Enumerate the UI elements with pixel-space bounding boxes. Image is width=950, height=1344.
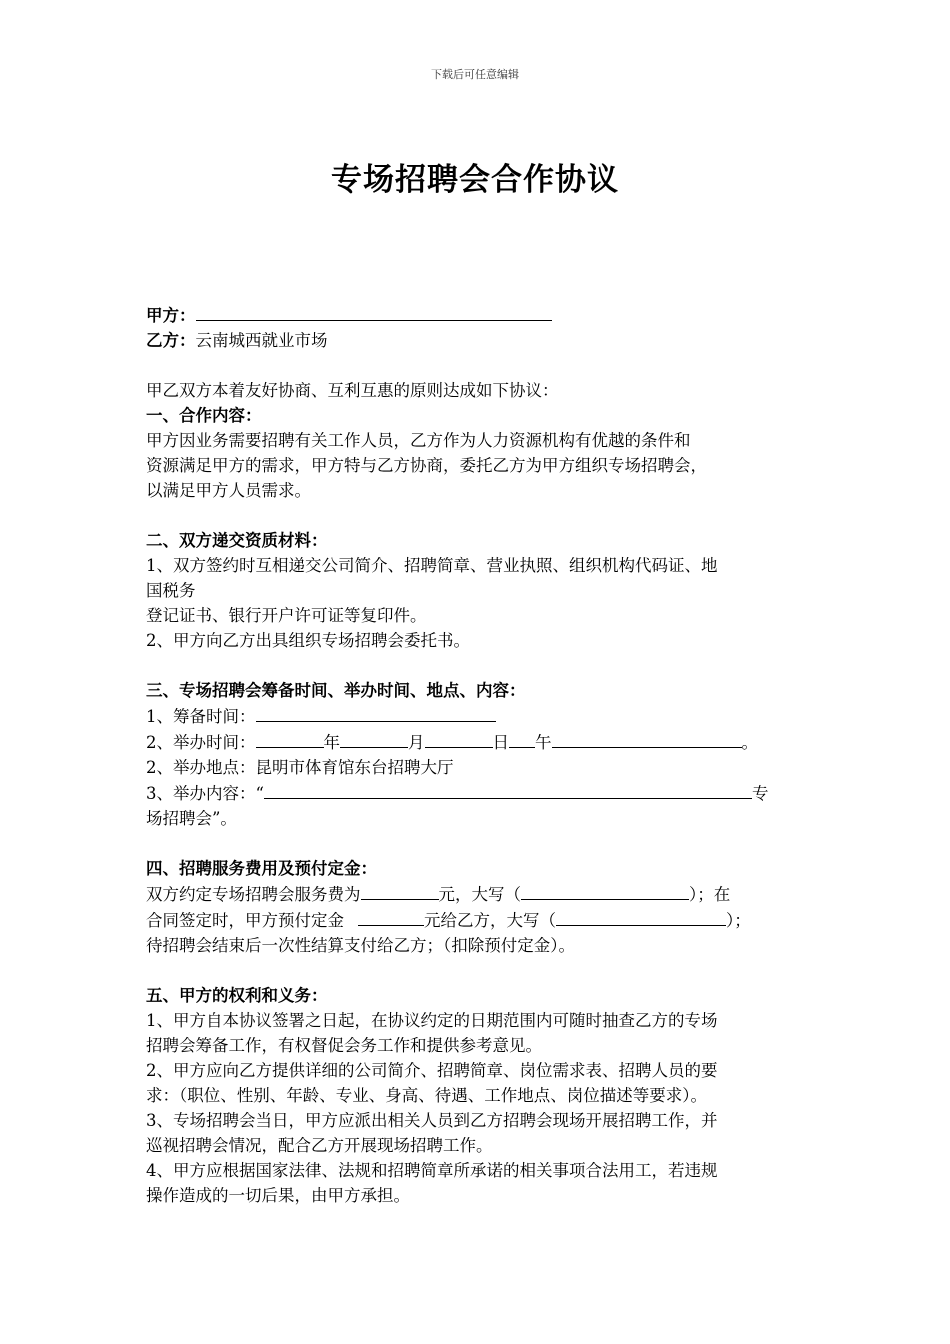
day-text: 日	[492, 733, 509, 752]
document-title: 专场招聘会合作协议	[331, 162, 619, 198]
section-5-line: 求：（职位、性别、年龄、专业、身高、待遇、工作地点、岗位描述等要求）。	[146, 1086, 707, 1105]
prep-time-label: 1、筹备时间：	[146, 707, 256, 726]
party-b-label: 乙方：	[146, 331, 196, 350]
deposit-line	[146, 907, 818, 933]
year-blank	[256, 729, 324, 748]
content-blank	[264, 780, 752, 799]
section-5-line: 3、专场招聘会当日，甲方应派出相关人员到乙方招聘会现场开展招聘工作，并	[146, 1111, 718, 1130]
party-a-label: 甲方：	[146, 306, 196, 325]
fee-text-c: ）；在	[689, 885, 731, 904]
section-4-heading: 四、招聘服务费用及预付定金：	[146, 859, 377, 878]
content-line-2: 场招聘会”。	[146, 809, 237, 828]
content-line	[146, 780, 818, 806]
deposit-text-c: ）；	[726, 911, 751, 930]
fee-amount-blank	[361, 881, 439, 900]
section-2-line: 登记证书、银行开户许可证等复印件。	[146, 606, 427, 625]
party-a-line	[146, 302, 818, 328]
header-note: 下载后可任意编辑	[431, 68, 519, 81]
prep-time-blank	[256, 703, 496, 722]
deposit-capital-blank	[556, 907, 726, 926]
section-5-line: 巡视招聘会情况，配合乙方开展现场招聘工作。	[146, 1136, 493, 1155]
section-5-line: 4、甲方应根据国家法律、法规和招聘简章所承诺的相关事项合法用工，若违规	[146, 1161, 718, 1180]
prep-time-line	[146, 703, 818, 729]
document-body	[146, 302, 818, 1208]
period-text: 。	[741, 733, 758, 752]
section-2-line: 1、双方签约时互相递交公司简介、招聘简章、营业执照、组织机构代码证、地	[146, 556, 718, 575]
settlement-line: 待招聘会结束后一次性结算支付给乙方；（扣除预付定金）。	[146, 936, 575, 955]
fee-text-a: 双方约定专场招聘会服务费为	[146, 885, 361, 904]
section-5-line: 操作造成的一切后果，由甲方承担。	[146, 1186, 410, 1205]
section-3-heading: 三、专场招聘会筹备时间、举办时间、地点、内容：	[146, 681, 526, 700]
section-5-line: 招聘会筹备工作，有权督促会务工作和提供参考意见。	[146, 1036, 542, 1055]
noon-text: 午	[535, 733, 552, 752]
content-label: 3、举办内容：“	[146, 784, 264, 803]
fee-text-b: 元，大写（	[438, 885, 521, 904]
month-text: 月	[408, 733, 425, 752]
intro-text: 甲乙双方本着友好协商、互利互惠的原则达成如下协议：	[146, 381, 559, 400]
noon-blank	[509, 729, 535, 748]
section-2-line: 国税务	[146, 581, 196, 600]
fee-capital-blank	[521, 881, 689, 900]
year-text: 年	[323, 733, 340, 752]
party-a-blank	[196, 302, 552, 321]
hold-time-line	[146, 729, 818, 755]
fee-line	[146, 881, 818, 907]
time-blank	[552, 729, 742, 748]
section-1-line: 资源满足甲方的需求，甲方特与乙方协商，委托乙方为甲方组织专场招聘会，	[146, 456, 707, 475]
deposit-text-a: 合同签定时，甲方预付定金	[146, 911, 344, 930]
day-blank	[425, 729, 493, 748]
deposit-text-b: 元给乙方，大写（	[424, 911, 556, 930]
venue-line: 2、举办地点：昆明市体育馆东台招聘大厅	[146, 758, 454, 777]
section-2-heading: 二、双方递交资质材料：	[146, 531, 328, 550]
month-blank	[340, 729, 408, 748]
content-tail: 专	[751, 784, 769, 803]
section-5-line: 2、甲方应向乙方提供详细的公司简介、招聘简章、岗位需求表、招聘人员的要	[146, 1061, 718, 1080]
deposit-amount-blank	[358, 907, 424, 926]
section-2-line: 2、甲方向乙方出具组织专场招聘会委托书。	[146, 631, 470, 650]
section-5-line: 1、甲方自本协议签署之日起，在协议约定的日期范围内可随时抽查乙方的专场	[146, 1011, 718, 1030]
section-5-heading: 五、甲方的权利和义务：	[146, 986, 328, 1005]
section-1-line: 甲方因业务需要招聘有关工作人员，乙方作为人力资源机构有优越的条件和	[146, 431, 691, 450]
section-1-heading: 一、合作内容：	[146, 406, 262, 425]
party-b-value: 云南城西就业市场	[195, 331, 328, 350]
party-b-line	[146, 328, 818, 353]
section-1-line: 以满足甲方人员需求。	[146, 481, 311, 500]
hold-time-label: 2、举办时间：	[146, 733, 256, 752]
